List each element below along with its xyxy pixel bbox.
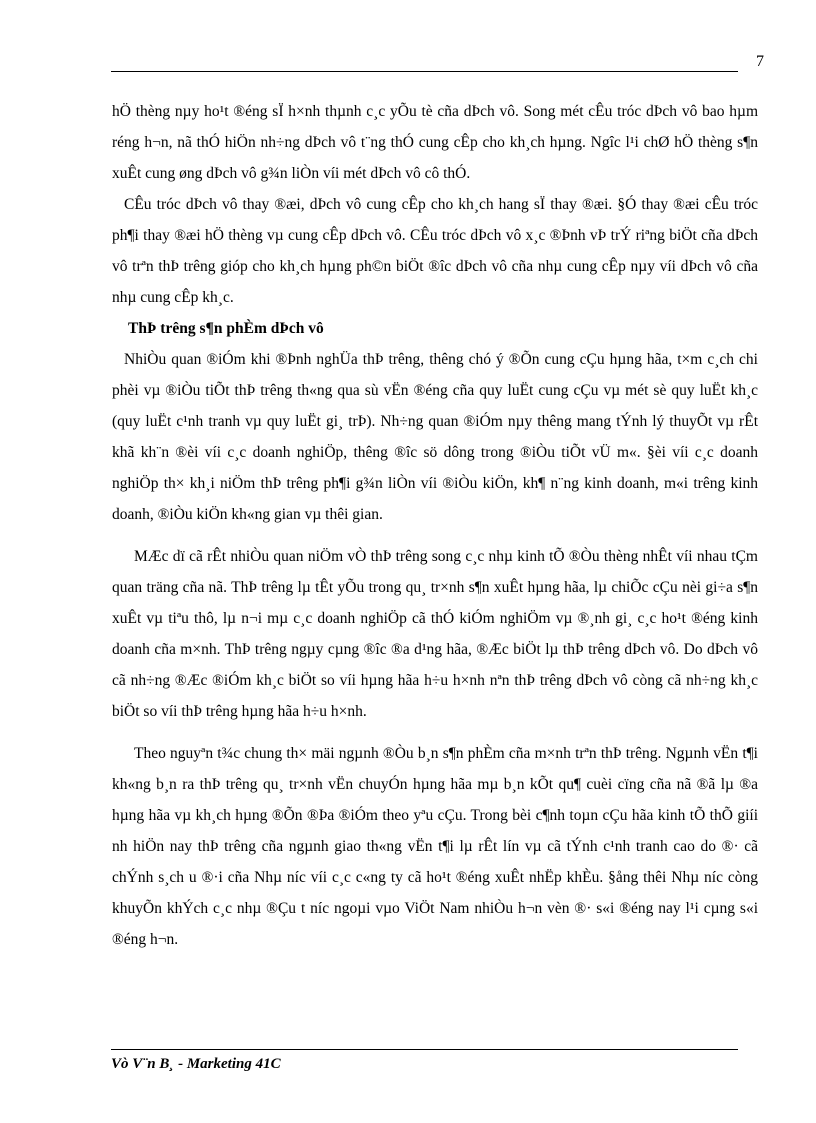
header-divider: [111, 71, 738, 72]
footer-divider: [111, 1049, 738, 1050]
paragraph-2: CÊu tróc dÞch vô thay ®æi, dÞch vô cung cÊp cho kh¸ch hang sÏ thay ®æi. §Ó thay ®æi cÊu tróc ph¶i thay ®æi hÖ thèng vµ cung cÊp dÞch vô. CÊu tróc dÞch vô x¸c ®Þnh vÞ trÝ riªng biÖt cña dÞch vô trªn thÞ trêng gióp cho kh¸ch hµng ph©n biÖt ®îc dÞch vô cña nhµ cung cÊp nµy víi dÞch vô cña nhµ cung cÊp kh¸c.: [112, 196, 758, 306]
document-body: [112, 96, 758, 955]
footer-author: Vò V¨n B¸ - Marketing 41C: [111, 1056, 281, 1072]
paragraph-3: NhiÒu quan ®iÓm khi ®Þnh nghÜa thÞ trêng, thêng chó ý ®Õn cung cÇu hµng hãa, t×m c¸ch chi phèi vµ ®iÒu tiÕt thÞ trêng th«ng qua sù vËn ®éng cña quy luËt cung cÇu vµ mét sè quy luËt kh¸c (quy luËt c¹nh tranh vµ quy luËt gi¸ trÞ). Nh÷ng quan ®iÓm nµy thêng mang tÝnh lý thuyÕt vµ rÊt khã kh¨n ®èi víi c¸c doanh nghiÖp, thêng ®îc sö dông trong ®iÒu tiÕt vÜ m«. §èi víi c¸c doanh nghiÖp th× kh¸i niÖm thÞ trêng ph¶i g¾n liÒn víi ®iÒu kiÖn, kh¶ n¨ng kinh doanh, m«i trêng kinh doanh, ®iÒu kiÖn kh«ng gian vµ thêi gian.: [112, 351, 758, 523]
paragraph-1: hÖ thèng nµy ho¹t ®éng sÏ h×nh thµnh c¸c yÕu tè cña dÞch vô. Song mét cÊu tróc dÞch vô bao hµm réng h¬n, nã thÓ hiÖn nh÷ng dÞch vô t¨ng thÓ cung cÊp cho kh¸ch hµng. Ngîc l¹i chØ hÖ thèng s¶n xuÊt cung øng dÞch vô g¾n liÒn víi mét dÞch vô cô thÓ.: [112, 103, 758, 182]
page-number: 7: [756, 53, 764, 70]
section-heading: ThÞ trêng s¶n phÈm dÞch vô: [128, 320, 324, 337]
paragraph-5: Theo nguyªn t¾c chung th× mäi ngµnh ®Òu b¸n s¶n phÈm cña m×nh trªn thÞ trêng. Ngµnh vËn t¶i kh«ng b¸n ra thÞ trêng qu¸ tr×nh vËn chuyÓn hµng hãa mµ b¸n kÕt qu¶ cuèi cïng cña nã ®ã lµ ®a hµng hãa vµ kh¸ch hµng ®Õn ®Þa ®iÓm theo yªu cÇu. Trong bèi c¶nh toµn cÇu hãa kinh tÕ thÕ giíi nh hiÖn nay thÞ trêng cña ngµnh giao th«ng vËn t¶i lµ rÊt lín vµ cã tÝnh c¹nh tranh cao do ®· cã chÝnh s¸ch u ®·i cña Nhµ níc víi c¸c c«ng ty cã ho¹t ®éng xuÊt nhËp khÈu. §ång thêi Nhµ níc còng khuyÕn khÝch c¸c nhµ ®Çu t níc ngoµi vµo ViÖt Nam nhiÒu h¬n vèn ®· s«i ®éng nay l¹i cµng s«i ®éng h¬n.: [112, 745, 758, 948]
paragraph-4: MÆc dï cã rÊt nhiÒu quan niÖm vÒ thÞ trêng song c¸c nhµ kinh tÕ ®Òu thèng nhÊt víi nhau tÇm quan träng cña nã. ThÞ trêng lµ tÊt yÕu trong qu¸ tr×nh s¶n xuÊt hµng hãa, lµ chiÕc cÇu nèi gi÷a s¶n xuÊt vµ tiªu thô, lµ n¬i mµ c¸c doanh nghiÖp cã thÓ kiÓm nghiÖm vµ ®¸nh gi¸ c¸c ho¹t ®éng kinh doanh cña m×nh. ThÞ trêng ngµy cµng ®îc ®a d¹ng hãa, ®Æc biÖt lµ thÞ trêng dÞch vô. Do dÞch vô cã nh÷ng ®Æc ®iÓm kh¸c biÖt so víi hµng hãa h÷u h×nh nªn thÞ trêng dÞch vô còng cã nh÷ng kh¸c biÖt so víi thÞ trêng hµng hãa h÷u h×nh.: [112, 548, 758, 720]
